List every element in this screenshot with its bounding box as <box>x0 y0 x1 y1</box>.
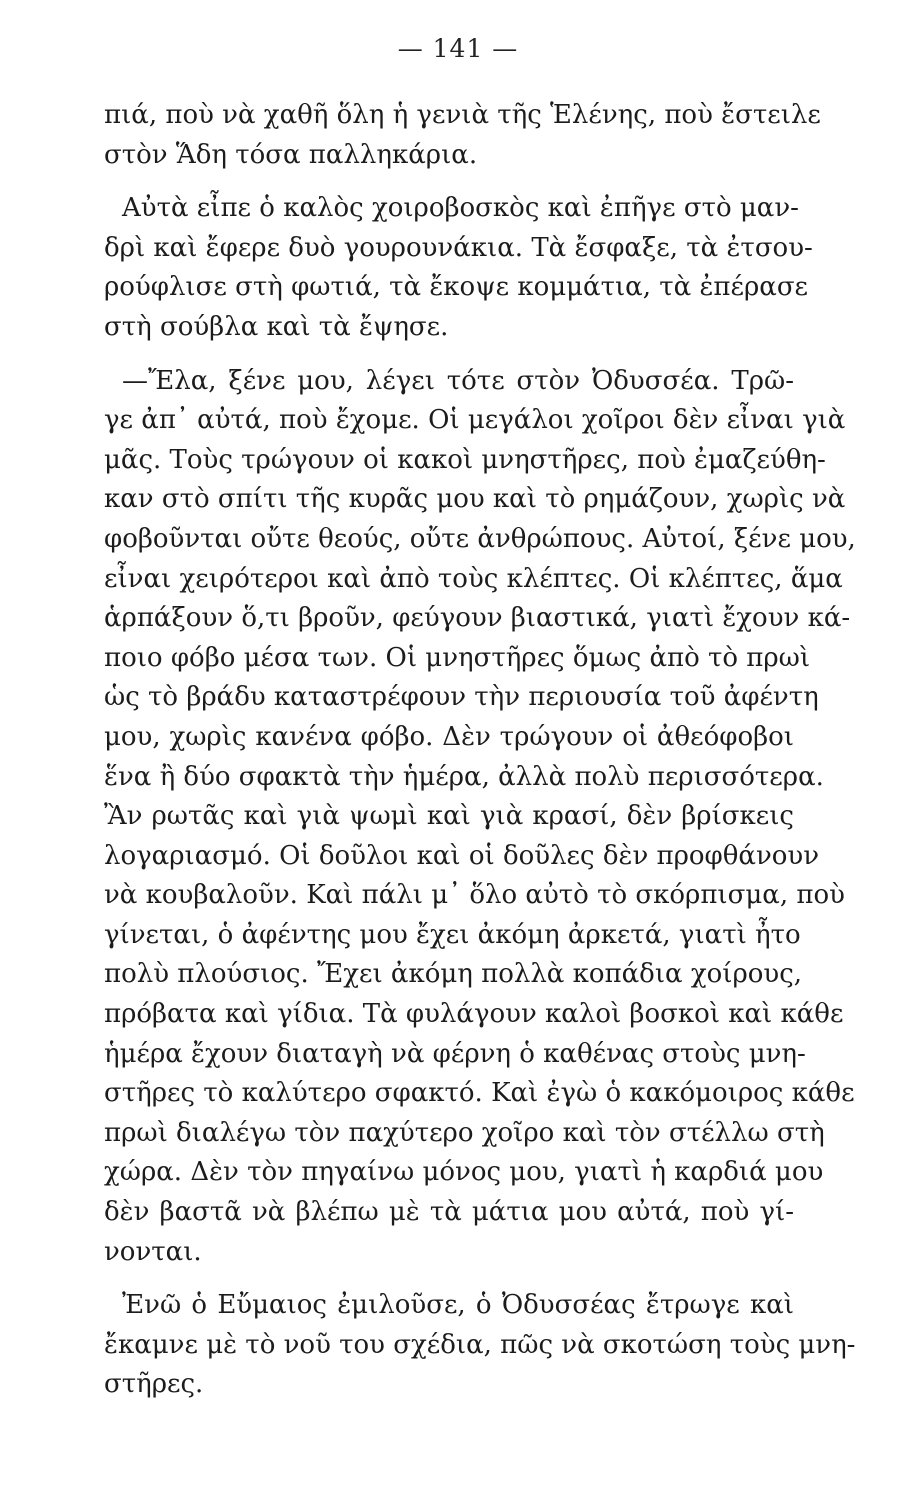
text-line: καν στὸ σπίτι τῆς κυρᾶς μου καὶ τὸ ρημάζουν, χωρὶς νὰ <box>104 484 846 515</box>
text-line: Αὐτὰ εἶπε ὁ καλὸς χοιροβοσκὸς καὶ ἐπῆγε στὸ μαν- <box>122 193 799 224</box>
text-line: ἡμέρα ἔχουν διαταγὴ νὰ φέρνη ὁ καθένας στοὺς μνη- <box>104 1038 806 1069</box>
paragraph-gap <box>104 348 794 362</box>
text-line: ἕνα ἢ δύο σφακτὰ τὴν ἡμέρα, ἀλλὰ πολὺ περισσότερα. <box>104 761 824 792</box>
text-line: —Ἔλα, ξένε μου, λέγει τότε στὸν Ὀδυσσέα. Τρῶ- <box>122 365 794 396</box>
text-line: ρούφλισε στὴ φωτιά, τὰ ἔκοψε κομμάτια, τὰ ἐπέρασε <box>104 272 809 303</box>
paragraph <box>104 96 821 175</box>
text-line: στῆρες τὸ καλύτερο σφακτό. Καὶ ἐγὼ ὁ κακόμοιρος κάθε <box>104 1078 855 1109</box>
text-line: πιά, ποὺ νὰ χαθῆ ὅλη ἡ γενιὰ τῆς Ἑλένης, ποὺ ἔστειλε <box>104 100 821 130</box>
text-line: στῆρες. <box>104 1369 204 1400</box>
text-line: νονται. <box>104 1236 202 1267</box>
text-line: ἔκαμνε μὲ τὸ νοῦ του σχέδια, πῶς νὰ σκοτώση τοὺς μνη- <box>104 1329 856 1360</box>
text-line: φοβοῦνται οὔτε θεούς, οὔτε ἀνθρώπους. Αὐτοί, ξένε μου, <box>104 523 856 554</box>
text-line: δὲν βαστᾶ νὰ βλέπω μὲ τὰ μάτια μου αὐτά, ποὺ γί- <box>104 1197 794 1228</box>
paragraph <box>104 1286 856 1405</box>
text-line: γε ἀπ᾽ αὐτά, ποὺ ἔχομε. Οἱ μεγάλοι χοῖροι δὲν εἶναι γιὰ <box>104 405 846 436</box>
paragraph <box>104 362 856 1273</box>
text-line: δρὶ καὶ ἔφερε δυὸ γουρουνάκια. Τὰ ἔσφαξε, τὰ ἐτσου- <box>104 232 813 263</box>
text-line: Ἂν ρωτᾶς καὶ γιὰ ψωμὶ καὶ γιὰ κρασί, δὲν βρίσκεις <box>104 801 794 832</box>
text-line: πρόβατα καὶ γίδια. Τὰ φυλάγουν καλοὶ βοσκοὶ καὶ κάθε <box>104 999 844 1030</box>
text-line: γίνεται, ὁ ἀφέντης μου ἔχει ἀκόμη ἀρκετά, γιατὶ ἦτο <box>104 919 801 950</box>
page-number: — 141 — <box>397 34 519 63</box>
paragraph <box>104 189 813 347</box>
body-text <box>104 96 856 1405</box>
paragraph-gap <box>104 1272 794 1286</box>
text-line: πρωὶ διαλέγω τὸν παχύτερο χοῖρο καὶ τὸν στέλλω στὴ <box>104 1117 825 1148</box>
text-line: στὸν Ἅδη τόσα παλληκάρια. <box>104 139 478 170</box>
text-line: Ἐνῶ ὁ Εὔμαιος ἐμιλοῦσε, ὁ Ὀδυσσέας ἔτρωγε καὶ <box>122 1290 794 1321</box>
text-line: πολὺ πλούσιος. Ἔχει ἀκόμη πολλὰ κοπάδια χοίρους, <box>104 959 803 990</box>
text-line: νὰ κουβαλοῦν. Καὶ πάλι μ᾽ ὅλο αὐτὸ τὸ σκόρπισμα, ποὺ <box>104 880 845 911</box>
text-line: στὴ σούβλα καὶ τὰ ἔψησε. <box>104 311 449 342</box>
text-line: λογαριασμό. Οἱ δοῦλοι καὶ οἱ δοῦλες δὲν προφθάνουν <box>104 840 820 871</box>
text-line: μᾶς. Τοὺς τρώγουν οἱ κακοὶ μνηστῆρες, ποὺ ἐμαζεύθη- <box>104 444 826 475</box>
paragraph-gap <box>104 175 794 189</box>
text-line: μου, χωρὶς κανένα φόβο. Δὲν τρώγουν οἱ ἀθεόφοβοι <box>104 721 794 752</box>
text-line: ἁρπάξουν ὅ,τι βροῦν, φεύγουν βιαστικά, γιατὶ ἔχουν κά- <box>104 603 851 634</box>
text-line: ὡς τὸ βράδυ καταστρέφουν τὴν περιουσία τοῦ ἀφέντη <box>104 682 819 713</box>
text-line: ποιο φόβο μέσα των. Οἱ μνηστῆρες ὅμως ἀπὸ τὸ πρωὶ <box>104 642 811 673</box>
text-line: χώρα. Δὲν τὸν πηγαίνω μόνος μου, γιατὶ ἡ καρδιά μου <box>104 1157 824 1188</box>
text-line: εἶναι χειρότεροι καὶ ἀπὸ τοὺς κλέπτες. Οἱ κλέπτες, ἅμα <box>104 563 843 594</box>
